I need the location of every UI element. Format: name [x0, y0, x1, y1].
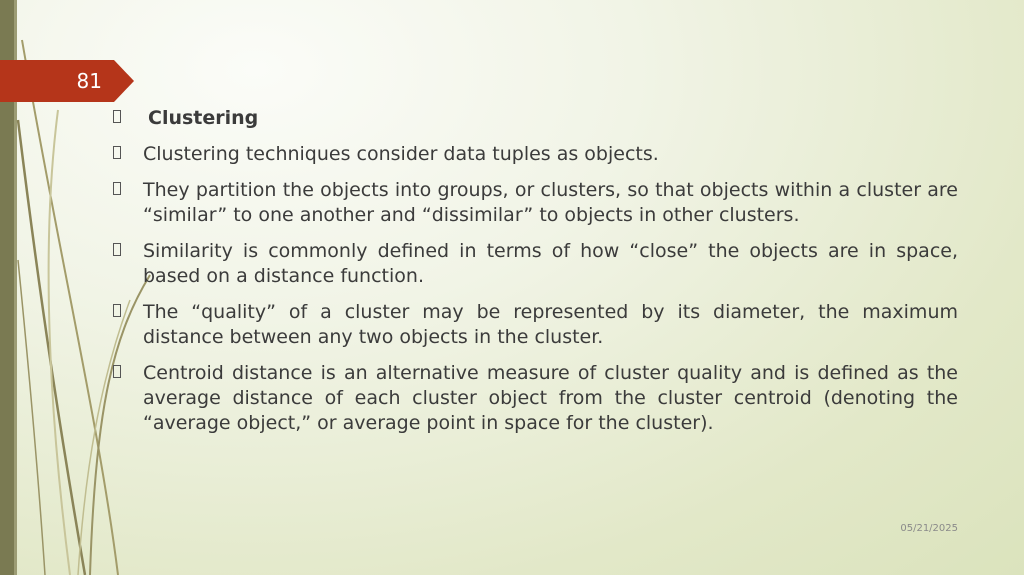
list-item: [112, 239, 958, 289]
bullet-text: They partition the objects into groups, or clusters, so that objects within a cluster are “similar” to one another and “dissimilar” to objects in other clusters.: [143, 179, 958, 226]
list-item: [112, 361, 958, 436]
slide-title: Clustering: [148, 107, 259, 129]
slide-date: 05/21/2025: [900, 523, 958, 534]
bullet-text: The “quality” of a cluster may be represented by its diameter, the maximum distance between any two objects in the cluster.: [143, 301, 958, 348]
slide-number-badge: [0, 60, 134, 102]
list-item: [112, 142, 958, 167]
bullet-text: Clustering techniques consider data tuples as objects.: [143, 143, 659, 165]
bullet-icon: [112, 361, 143, 382]
slide-number: 81: [76, 69, 102, 93]
bullet-text: Similarity is commonly defined in terms of how “close” the objects are in space, based on a distance function.: [143, 240, 958, 287]
bullet-icon: [112, 239, 143, 260]
bullet-icon: [112, 106, 143, 127]
list-item: [112, 106, 958, 131]
bullet-text: Centroid distance is an alternative measure of cluster quality and is defined as the average distance of each cluster object from the cluster centroid (denoting the “average object,” or average point in space for the cluster).: [143, 362, 958, 434]
bullet-icon: [112, 142, 143, 163]
bullet-icon: [112, 178, 143, 199]
bullet-list: [112, 106, 958, 447]
bullet-icon: [112, 300, 143, 321]
list-item: [112, 178, 958, 228]
list-item: [112, 300, 958, 350]
